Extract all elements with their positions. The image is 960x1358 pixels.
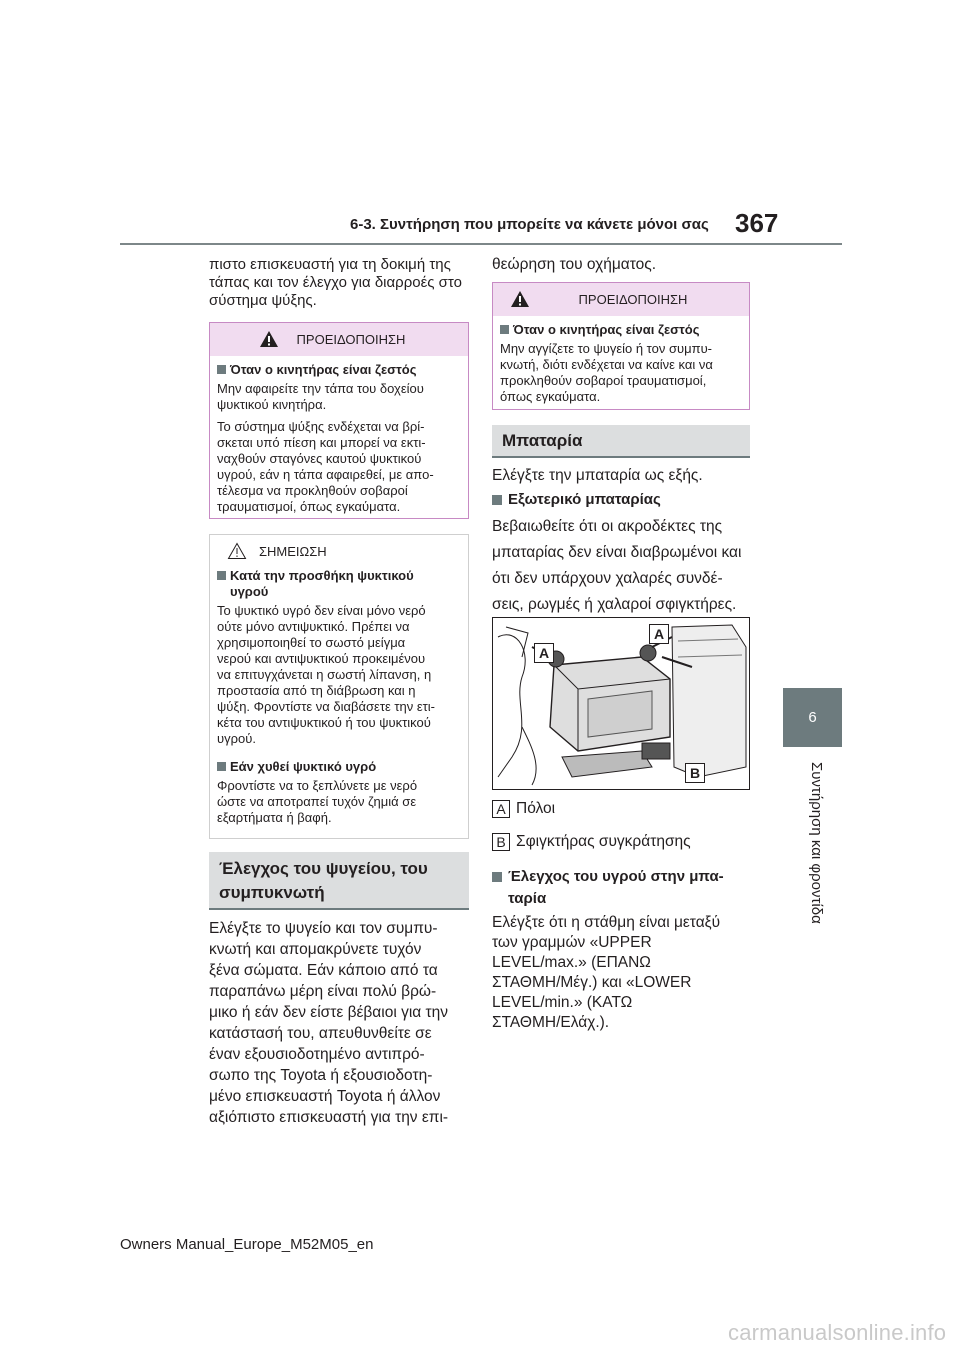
square-bullet-icon [217, 762, 226, 771]
square-bullet-icon [500, 325, 509, 334]
legend-item: A Πόλοι [492, 800, 555, 818]
warning-box-right [492, 282, 750, 410]
section-heading-radiator: Έλεγχος του ψυγείου, του συμπυκνωτή [209, 852, 469, 910]
section-heading-battery: Μπαταρία [492, 425, 750, 458]
battery-fluid-subtitle: Έλεγχος του υγρού στην μπα- ταρία [492, 866, 724, 910]
watermark: carmanualsonline.info [728, 1320, 947, 1345]
warning-triangle-icon [259, 330, 279, 348]
chapter-tab-label: Συντήρηση και φροντίδα [808, 762, 825, 924]
square-bullet-icon [217, 365, 226, 374]
callout-label: B [685, 763, 705, 783]
page-number: 367 [735, 208, 779, 238]
chapter-tab: 6 [783, 688, 842, 747]
legend-item: B Σφιγκτήρας συγκράτησης [492, 833, 691, 851]
note-box [209, 534, 469, 839]
square-bullet-icon [217, 571, 226, 580]
battery-illustration [492, 617, 750, 790]
caution-outline-icon [227, 542, 247, 560]
note-paragraph: Φροντίστε να το ξεπλύνετε με νερό ώστε να αποτραπεί τυχόν ζημιά σε εξαρτήματα ή βαφή. [217, 778, 418, 825]
left-intro-paragraph: πιστο επισκευαστή για τη δοκιμή της τάπας και τον έλεγχο για διαρροές στο σύστημα ψύξης. [209, 256, 462, 309]
section-header-title: 6-3. Συντήρηση που μπορείτε να κάνετε μόνοι σας [350, 216, 709, 233]
warning-triangle-icon [510, 290, 530, 308]
battery-check-line: Ελέγξτε την μπαταρία ως εξής. [492, 467, 703, 484]
square-bullet-icon [492, 495, 502, 505]
battery-fluid-paragraph: Ελέγξτε ότι η στάθμη είναι μεταξύ των γραμμών «UPPER LEVEL/max.» (ΕΠΑΝΩ ΣΤΑΘΜΗ/Μέγ.) και «LOWER LEVEL/min.» (ΚΑΤΩ ΣΤΑΘΜΗ/Ελάχ.). [492, 914, 721, 1031]
header-rule [120, 243, 842, 245]
warning-box-left [209, 322, 469, 519]
callout-label: A [534, 643, 554, 663]
warning-subtitle: Όταν ο κινητήρας είναι ζεστός [217, 362, 461, 378]
warning-paragraph: Μην αγγίζετε το ψυγείο ή τον συμπυ- κνωτή, διότι ενδέχεται να καίνε και να προκληθούν σοβαροί τραυματισμοί, όπως εγκαύματα. [500, 341, 713, 404]
left-body-paragraph: Ελέγξτε το ψυγείο και τον συμπυ- κνωτή και απομακρύνετε τυχόν ξένα σώματα. Εάν κάποιο από τα παραπάνω μέρη είναι πολύ βρώ- μικο ή εάν δεν είστε βέβαιοι για την κατάστασή του, απευθυνθείτε σε έναν εξουσιοδοτημένο αντιπρό- σωπο της Toyota ή εξουσιοδοτη- μένο επισκευαστή Toyota ή άλλον αξιόπιστο επισκευαστή για την επι- [209, 920, 449, 1126]
warning-subtitle: Όταν ο κινητήρας είναι ζεστός [500, 322, 742, 338]
square-bullet-icon [492, 872, 502, 882]
battery-exterior-subtitle: Εξωτερικό μπαταρίας [492, 491, 661, 508]
note-subtitle: Κατά την προσθήκη ψυκτικού υγρού [217, 568, 461, 600]
note-paragraph: Το ψυκτικό υγρό δεν είναι μόνο νερό ούτε μόνο αντιψυκτικό. Πρέπει να χρησιμοποιηθεί το σωστό μείγμα νερού και αντιψυκτικού προκειμένου να επιτυγχάνεται η σωστή λίπανση, η προστασία από τη διάβρωση και η ψύξη. Φροντίστε να διαβάσετε την ετι- κέτα του αντιψυκτικού ή του ψυκτικού υγρού. [217, 603, 435, 746]
warning-box-header: ΠΡΟΕΙΔΟΠΟΙΗΣΗ [210, 323, 468, 356]
note-subtitle: Εάν χυθεί ψυκτικό υγρό [217, 759, 461, 775]
right-intro-line: θεώρηση του οχήματος. [492, 256, 657, 273]
callout-label: A [649, 624, 669, 644]
battery-exterior-paragraph: Βεβαιωθείτε ότι οι ακροδέκτες της μπαταρίας δεν είναι διαβρωμένοι και ότι δεν υπάρχουν χαλαρές συνδέ- σεις, ρωγμές ή χαλαροί σφιγκτήρες. [492, 518, 742, 613]
warning-paragraph: Μην αφαιρείτε την τάπα του δοχείου ψυκτικού κινητήρα. [217, 381, 424, 412]
footer-text: Owners Manual_Europe_M52M05_en [120, 1236, 374, 1253]
warning-paragraph: Το σύστημα ψύξης ενδέχεται να βρί- σκεται υπό πίεση και μπορεί να εκτι- ναχθούν σταγόνες καυτού ψυκτικού υγρού, εάν η τάπα αφαιρεθεί, με απο- τέλεσμα να προκληθούν σοβαροί τραυματισμοί, όπως εγκαύματα. [217, 419, 434, 514]
warning-box-header: ΠΡΟΕΙΔΟΠΟΙΗΣΗ [493, 283, 749, 316]
note-box-header: ΣΗΜΕΙΩΣΗ [210, 535, 468, 568]
